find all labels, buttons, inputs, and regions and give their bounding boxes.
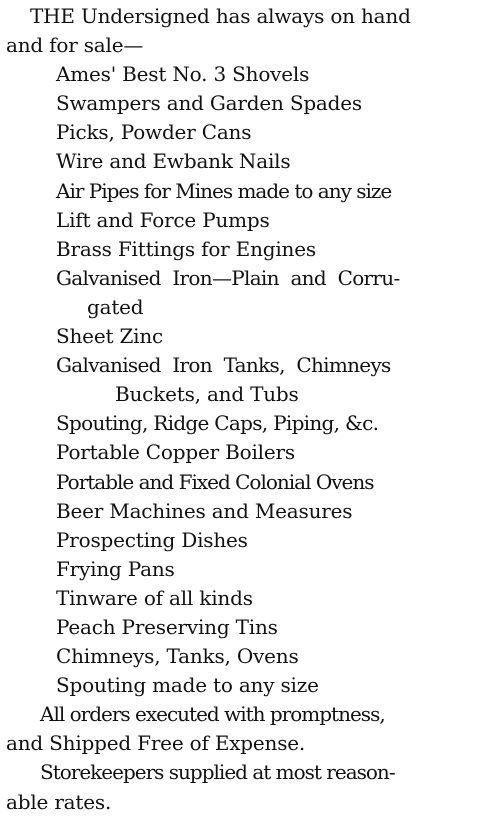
list-item: Spouting, Ridge Caps, Piping, &c.	[56, 411, 379, 436]
list-item: Brass Fittings for Engines	[56, 236, 316, 261]
list-item: Peach Preserving Tins	[56, 614, 278, 639]
list-item-continuation: Buckets, and Tubs	[115, 382, 299, 407]
list-item: Frying Pans	[56, 556, 175, 581]
intro-line-1: THE Undersigned has always on hand	[30, 4, 411, 28]
list-item: Portable Copper Boilers	[56, 440, 295, 465]
intro-line-2: and for sale—	[6, 33, 144, 58]
list-item-continuation: gated	[87, 294, 144, 319]
list-item: Spouting made to any size	[56, 673, 319, 698]
list-item: Swampers and Garden Spades	[56, 91, 362, 116]
list-item: Picks, Powder Cans	[56, 120, 252, 145]
list-item: Air Pipes for Mines made to any size	[56, 178, 392, 203]
orders-line-1: All orders executed with promptness,	[40, 702, 385, 727]
list-item: Galvanised Iron Tanks, Chimneys	[56, 353, 391, 378]
list-item: Lift and Force Pumps	[56, 207, 270, 232]
list-item: Tinware of all kinds	[56, 585, 253, 610]
list-item: Galvanised Iron—Plain and Corru-	[56, 265, 400, 290]
storekeepers-line-1: Storekeepers supplied at most reason-	[40, 760, 395, 785]
storekeepers-line-2: able rates.	[6, 789, 112, 814]
list-item: Ames' Best No. 3 Shovels	[56, 62, 310, 87]
list-item: Sheet Zinc	[56, 324, 164, 349]
list-item: Chimneys, Tanks, Ovens	[56, 644, 299, 669]
list-item: Portable and Fixed Colonial Ovens	[56, 469, 374, 494]
list-item: Beer Machines and Measures	[56, 498, 353, 523]
orders-line-2: and Shipped Free of Expense.	[6, 731, 306, 756]
list-item: Prospecting Dishes	[56, 527, 248, 552]
list-item: Wire and Ewbank Nails	[56, 149, 291, 174]
